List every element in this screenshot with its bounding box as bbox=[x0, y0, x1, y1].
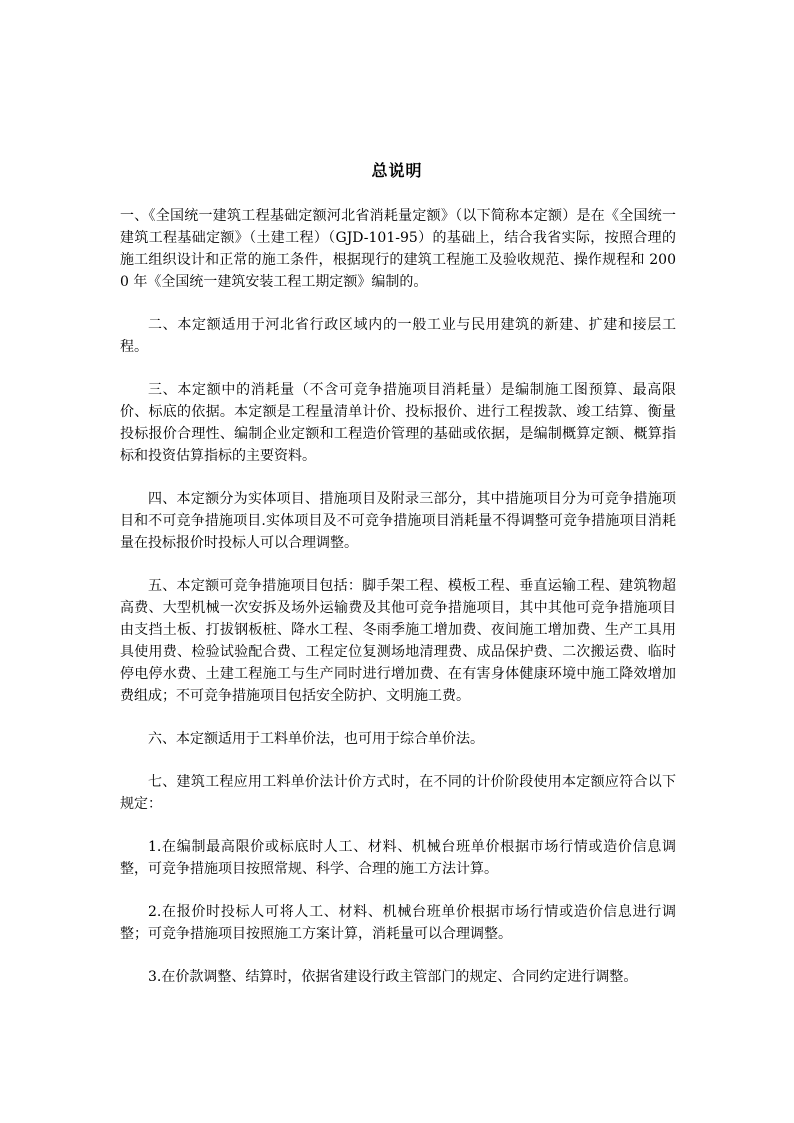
paragraph-3: 三、本定额中的消耗量（不含可竞争措施项目消耗量）是编制施工图预算、最高限价、标底的依据。本定额是工程量清单计价、投标报价、进行工程拨款、竣工结算、衡量投标报价合理性、编制企业定额和工程造价管理的基础或依据，是编制概算定额、概算指标和投资估算指标的主要资料。 bbox=[120, 382, 676, 464]
paragraph-1: 一、《全国统一建筑工程基础定额河北省消耗量定额》（以下简称本定额）是在《全国统一建筑工程基础定额》（土建工程）（GJD-101-95）的基础上，结合我省实际，按照合理的施工组织设计和正常的施工条件，根据现行的建筑工程施工及验收规范、操作规程和 2000 年《全国统一建筑安装工程工期定额》编制的。 bbox=[120, 208, 676, 290]
paragraph-7: 七、建筑工程应用工料单价法计价方式时，在不同的计价阶段使用本定额应符合以下规定： bbox=[120, 774, 676, 812]
document-body bbox=[120, 205, 676, 1009]
paragraph-2: 二、本定额适用于河北省行政区域内的一般工业与民用建筑的新建、扩建和接层工程。 bbox=[120, 317, 676, 355]
paragraph-6: 六、本定额适用于工料单价法，也可用于综合单价法。 bbox=[148, 731, 484, 747]
subclause-2: 2.在报价时投标人可将人工、材料、机械台班单价根据市场行情或造价信息进行调整；可竞争措施项目按照施工方案计算，消耗量可以合理调整。 bbox=[120, 904, 676, 942]
subclause-3: 3.在价款调整、结算时，依据省建设行政主管部门的规定、合同约定进行调整。 bbox=[148, 969, 638, 985]
subclause-1: 1.在编制最高限价或标底时人工、材料、机械台班单价根据市场行情或造价信息调整，可竞争措施项目按照常规、科学、合理的施工方法计算。 bbox=[120, 839, 676, 877]
paragraph-5: 五、本定额可竞争措施项目包括：脚手架工程、模板工程、垂直运输工程、建筑物超高费、大型机械一次安拆及场外运输费及其他可竞争措施项目，其中其他可竞争措施项目由支挡土板、打拔钢板桩、降水工程、冬雨季施工增加费、夜间施工增加费、生产工具用具使用费、检验试验配合费、工程定位复测场地清理费、成品保护费、二次搬运费、临时停电停水费、土建工程施工与生产同时进行增加费、在有害身体健康环境中施工降效增加费组成；不可竞争措施项目包括安全防护、文明施工费。 bbox=[120, 578, 676, 704]
paragraph-4: 四、本定额分为实体项目、措施项目及附录三部分，其中措施项目分为可竞争措施项目和不可竞争措施项目.实体项目及不可竞争措施项目消耗量不得调整可竞争措施项目消耗量在投标报价时投标人可以合理调整。 bbox=[120, 491, 676, 551]
document-title: 总说明 bbox=[371, 161, 423, 180]
